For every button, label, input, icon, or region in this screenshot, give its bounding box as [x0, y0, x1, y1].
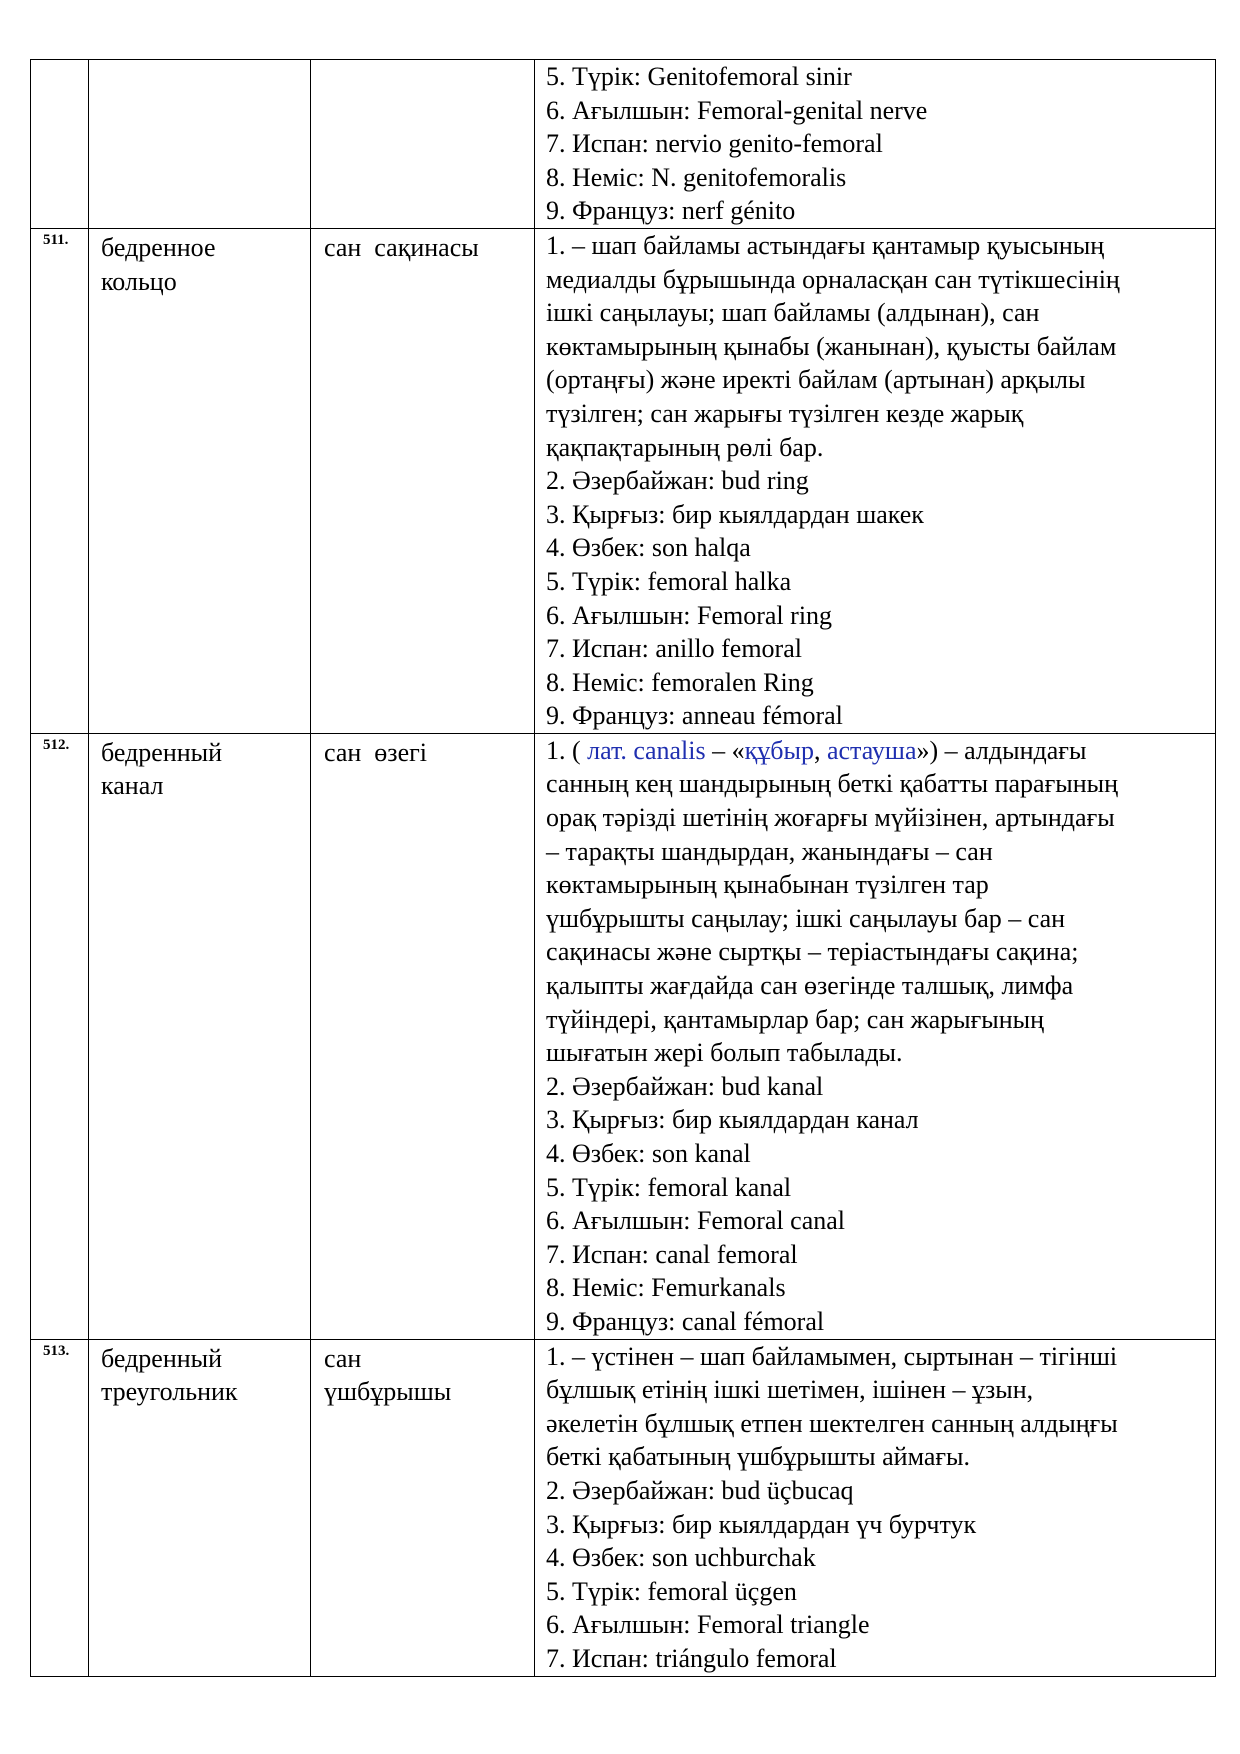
definition-line: 7. Испан: nervio genito-femoral [546, 129, 883, 159]
russian-term-line: кольцо [101, 266, 177, 296]
definition-prefix: 1. ( [546, 735, 588, 765]
russian-term [89, 60, 311, 229]
definition-line: сақинасы және сыртқы – теріастындағы сақина; [546, 937, 1079, 967]
definition-line: 5. Түрік: femoral halka [546, 566, 792, 596]
definition-line: 7. Испан: triángulo femoral [546, 1643, 837, 1673]
entry-number [31, 60, 89, 229]
russian-term-line: бедренный [101, 737, 223, 767]
dictionary-table [30, 59, 1216, 1677]
definition-line: 8. Неміс: N. genitofemoralis [546, 162, 847, 192]
definition-suffix: ») – алдындағы [916, 735, 1087, 765]
russian-term [89, 228, 311, 733]
definition-line: 3. Қырғыз: бир кыялдардан канал [546, 1105, 919, 1135]
russian-term-line: бедренное [101, 232, 216, 262]
definition-line: көктамырының қынабы (жанынан), қуысты байлам [546, 331, 1117, 361]
definition-line: 1. – үстінен – шап байламымен, сыртынан – тігінші [546, 1341, 1118, 1371]
definition-line: 2. Әзербайжан: bud kanal [546, 1071, 824, 1101]
kazakh-term [311, 733, 535, 1339]
definition-mid: , [813, 735, 827, 765]
definition-line: 4. Өзбек: son halqa [546, 533, 751, 563]
definition-line: 2. Әзербайжан: bud ring [546, 466, 809, 496]
definition-line: 7. Испан: anillo femoral [546, 634, 802, 664]
definition-line: 5. Түрік: femoral üçgen [546, 1576, 797, 1606]
entry-number: 513. [31, 1339, 89, 1676]
definition-line: 7. Испан: canal femoral [546, 1239, 798, 1269]
definition-line: 6. Ағылшын: Femoral triangle [546, 1610, 870, 1640]
definition-line: санның кең шандырының беткі қабатты парағының [546, 769, 1119, 799]
table-row [31, 1339, 1216, 1676]
definition-line: 4. Өзбек: son uchburchak [546, 1543, 816, 1573]
kazakh-term [311, 60, 535, 229]
definition [535, 1339, 1216, 1676]
latin-term-link[interactable]: лат. canalis [587, 735, 706, 765]
definition-line: беткі қабатының үшбұрышты аймағы. [546, 1442, 971, 1472]
definition-line: 2. Әзербайжан: bud üçbucaq [546, 1475, 854, 1505]
russian-term [89, 733, 311, 1339]
kazakh-term-line: сан [324, 1343, 362, 1373]
definition-line: 8. Неміс: Femurkanals [546, 1273, 786, 1303]
definition-line: үшбұрышты саңылау; ішкі саңылауы бар – сан [546, 903, 1066, 933]
definition-line: 8. Неміс: femoralen Ring [546, 667, 814, 697]
definition [535, 228, 1216, 733]
definition-line: 3. Қырғыз: бир кыялдардан үч бурчтук [546, 1509, 977, 1539]
definition-line: (ортаңғы) және иректі байлам (артынан) арқылы [546, 365, 1086, 395]
definition-line: көктамырының қынабынан түзілген тар [546, 870, 989, 900]
definition-line: медиалды бұрышында орналасқан сан түтікшесінің [546, 264, 1120, 294]
russian-term [89, 1339, 311, 1676]
kazakh-term [311, 228, 535, 733]
russian-term-line: канал [101, 771, 164, 801]
definition-line: 6. Ағылшын: Femoral ring [546, 600, 833, 630]
definition-line: 4. Өзбек: son kanal [546, 1139, 751, 1168]
definition-line: 5. Түрік: Genitofemoral sinir [546, 62, 852, 91]
kazakh-term-line: үшбұрышы [324, 1377, 452, 1407]
definition-line: әкелетін бұлшық етпен шектелген санның алдыңғы [546, 1408, 1118, 1438]
definition-line: 9. Француз: canal fémoral [546, 1306, 825, 1336]
kazakh-term-line: сан сақинасы [324, 232, 479, 262]
kazakh-term-line: сан өзегі [324, 737, 428, 767]
definition-line: қақпақтарының рөлі бар. [546, 432, 824, 462]
definition-line: бұлшық етінің ішкі шетімен, ішінен – ұзын, [546, 1375, 1034, 1405]
definition-line: қалыпты жағдайда сан өзегінде талшық, лимфа [546, 971, 1074, 1001]
definition-line: 9. Француз: anneau fémoral [546, 701, 843, 731]
definition-line: орақ тәрізді шетінің жоғарғы мүйізінен, артындағы [546, 803, 1115, 833]
definition-mid: – « [705, 735, 745, 765]
translation-link[interactable]: құбыр [744, 735, 814, 765]
definition-line: түзілген; сан жарығы түзілген кезде жарық [546, 398, 1024, 428]
definition [535, 733, 1216, 1339]
definition-first-line [546, 734, 1209, 768]
russian-term-line: бедренный [101, 1343, 223, 1373]
definition-line: 5. Түрік: femoral kanal [546, 1172, 792, 1202]
entry-number: 512. [31, 733, 89, 1339]
translation-link[interactable]: астауша [826, 735, 917, 765]
definition-line: 3. Қырғыз: бир кыялдардан шакек [546, 499, 924, 529]
kazakh-term [311, 1339, 535, 1676]
table-row [31, 60, 1216, 229]
definition-line: түйіндері, қантамырлар бар; сан жарығының [546, 1004, 1045, 1034]
definition-line: 6. Ағылшын: Femoral canal [546, 1206, 845, 1236]
definition-line: 1. – шап байламы астындағы қантамыр қуысының [546, 230, 1105, 260]
entry-number: 511. [31, 228, 89, 733]
definition-line: шығатын жері болып табылады. [546, 1038, 903, 1068]
table-row [31, 228, 1216, 733]
definition [535, 60, 1216, 229]
table-row [31, 733, 1216, 1339]
definition-line: – тарақты шандырдан, жанындағы – сан [546, 836, 993, 866]
definition-line: ішкі саңылауы; шап байламы (алдынан), сан [546, 298, 1040, 328]
definition-line: 6. Ағылшын: Femoral-genital nerve [546, 95, 928, 125]
russian-term-line: треугольник [101, 1377, 238, 1407]
definition-line: 9. Француз: nerf génito [546, 196, 796, 226]
